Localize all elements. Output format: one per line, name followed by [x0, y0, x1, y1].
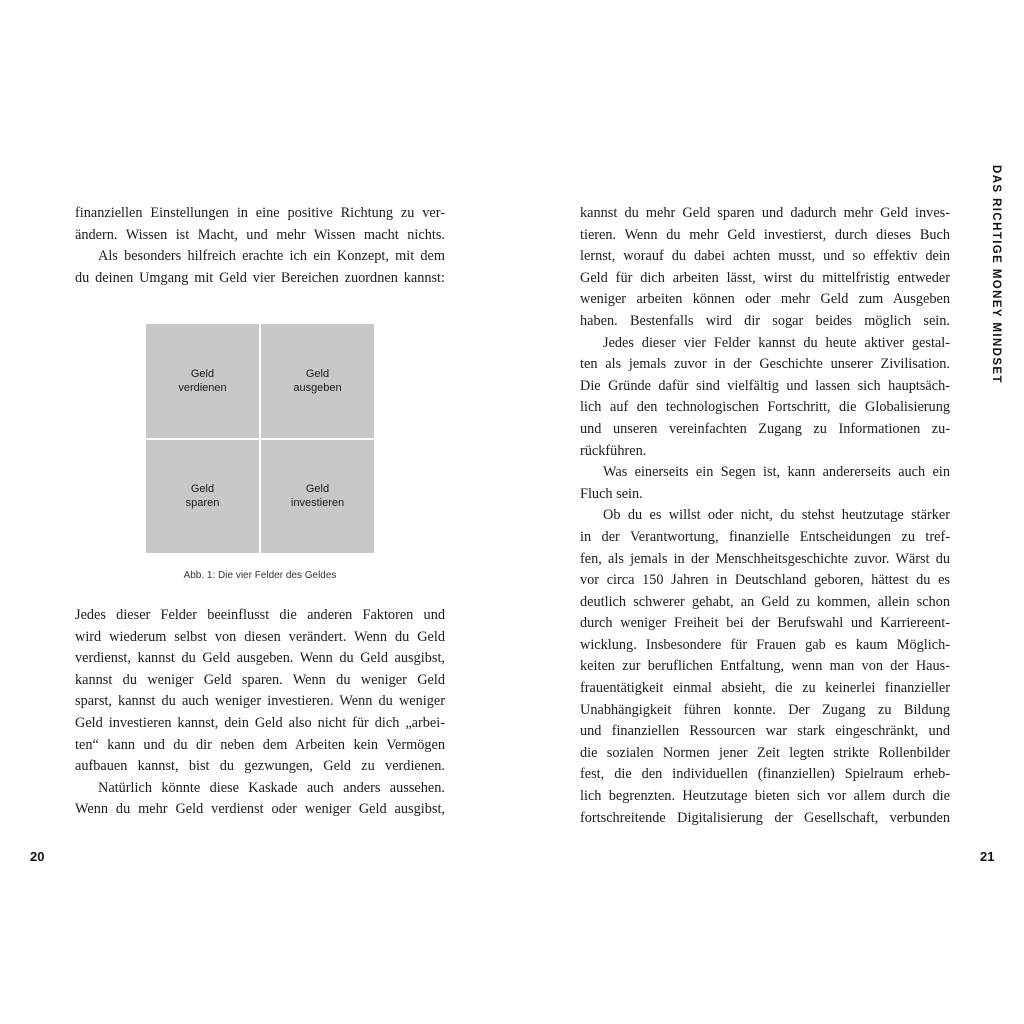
text-line: frauentätigkeit einmal absieht, die zu keinerlei finanzieller [580, 680, 950, 697]
text-line: fen, als jemals in der Menschheitsgeschichte zuvor. Wärst du [580, 550, 950, 567]
text-line: ändern. Wissen ist Macht, und mehr Wissen macht nichts. [75, 226, 445, 243]
text-line: fest, die den individuellen (finanziellen) Spielraum erheb- [580, 766, 950, 783]
text-line: Jedes dieser vier Felder kannst du heute aktiver gestal- [603, 334, 950, 351]
text-line: Jedes dieser Felder beeinflusst die anderen Faktoren und [75, 607, 445, 623]
text-line: kannst du mehr Geld sparen und dadurch mehr Geld inves- [580, 205, 950, 221]
cell-label: Geld ausgeben [293, 367, 342, 394]
text-line: Geld für dich arbeiten lässt, wirst du mittelfristig entweder [580, 269, 950, 286]
text-line: aufbauen kannst, bist du gezwungen, Geld zu verdienen. [75, 758, 445, 775]
paragraph [75, 203, 445, 246]
text-line: fortschreitende Digitalisierung der Gesellschaft, verbunden [580, 809, 950, 826]
text-line: Geld investieren kannst, dein Geld also nicht für dich „arbei- [75, 714, 445, 731]
figure-cell-investieren [261, 440, 374, 554]
text-line: ten als jemals zuvor in der Geschichte unserer Zivilisation. [580, 356, 950, 373]
right-text [580, 203, 950, 829]
text-line: finanziellen Einstellungen in eine positive Richtung zu ver- [75, 205, 445, 221]
figure-caption: Abb. 1: Die vier Felder des Geldes [183, 570, 337, 581]
text-line: rückführen. [580, 442, 647, 459]
figure-cell-ausgeben [261, 324, 374, 438]
text-line: verdienst, kannst du Geld ausgeben. Wenn du Geld ausgibst, [75, 650, 445, 667]
text-line: Ob du es willst oder nicht, du stehst heutzutage stärker [603, 507, 950, 524]
text-line: deutlich schwerer gehabt, an Geld zu kommen, allein schon [580, 593, 950, 610]
text-line: lernst, worauf du dabei achten musst, und so effektiv dein [580, 248, 950, 265]
left-text-bottom [75, 605, 445, 821]
right-page [512, 0, 1024, 1024]
text-line: wicklung. Insbesondere für Frauen gab es kaum Möglich- [580, 636, 950, 653]
paragraph [580, 203, 950, 333]
cell-label: Geld verdienen [178, 367, 227, 394]
page-number-right: 21 [980, 849, 995, 864]
paragraph [75, 605, 445, 778]
four-fields-figure [146, 324, 374, 553]
paragraph [580, 505, 950, 829]
text-line: Natürlich könnte diese Kaskade auch anders aussehen. [98, 779, 445, 796]
text-line: weniger arbeiten können oder mehr Geld zum Ausgeben [580, 291, 950, 308]
left-text-top [75, 203, 445, 289]
text-line: Was einerseits ein Segen ist, kann andererseits auch ein [603, 464, 950, 481]
text-line: keiten zur beruflichen Entfaltung, wenn man von der Haus- [580, 658, 950, 675]
figure-cell-sparen [146, 440, 259, 554]
cell-label: Geld sparen [185, 483, 220, 510]
text-line: du deinen Umgang mit Geld vier Bereichen zuordnen kannst: [75, 269, 445, 286]
text-line: und finanziellen Ressourcen war stark eingeschränkt, und [580, 723, 950, 740]
text-line: ten“ kann und du dir neben dem Arbeiten kein Vermögen [75, 736, 445, 753]
text-line: Die Gründe dafür sind vielfältig und lassen sich hauptsäch- [580, 377, 950, 394]
paragraph [580, 333, 950, 463]
cell-label: Geld investieren [290, 483, 345, 510]
text-line: kannst du weniger Geld sparen. Wenn du weniger Geld [75, 671, 445, 688]
text-line: Als besonders hilfreich erachte ich ein Konzept, mit dem [98, 248, 445, 265]
text-line: tieren. Wenn du mehr Geld investierst, durch dieses Buch [580, 226, 950, 243]
paragraph [75, 778, 445, 821]
text-line: durch weniger Freiheit bei der Berufswahl und Karriereent- [580, 615, 950, 632]
text-line: lich auf den technologischen Fortschritt, die Globalisierung [580, 399, 950, 416]
text-line: Unabhängigkeit führen konnte. Der Zugang zu Bildung [580, 701, 950, 718]
text-line: lich begrenzten. Heutzutage bieten sich vor allem durch die [580, 788, 950, 805]
text-line: Wenn du mehr Geld verdienst oder weniger Geld ausgibst, [75, 801, 445, 818]
paragraph [75, 246, 445, 289]
text-line: Fluch sein. [580, 485, 643, 502]
text-line: in der Verantwortung, finanzielle Entscheidungen zu tref- [580, 528, 950, 545]
figure-cell-verdienen [146, 324, 259, 438]
text-line: und unseren vereinfachten Zugang zu Informationen zu- [580, 420, 950, 437]
page-number-left: 20 [30, 849, 45, 864]
text-line: die sozialen Normen jener Zeit legten strikte Rollenbilder [580, 744, 950, 761]
running-head: DAS RICHTIGE MONEY MINDSET [990, 165, 1002, 384]
text-line: vor circa 150 Jahren in Deutschland geboren, hättest du es [580, 572, 950, 589]
text-line: wird wiederum selbst von diesen verändert. Wenn du Geld [75, 628, 445, 645]
text-line: haben. Bestenfalls wird dir sogar beides möglich sein. [580, 312, 950, 329]
text-line: sparst, kannst du auch weniger investieren. Wenn du weniger [75, 693, 445, 710]
paragraph [580, 462, 950, 505]
